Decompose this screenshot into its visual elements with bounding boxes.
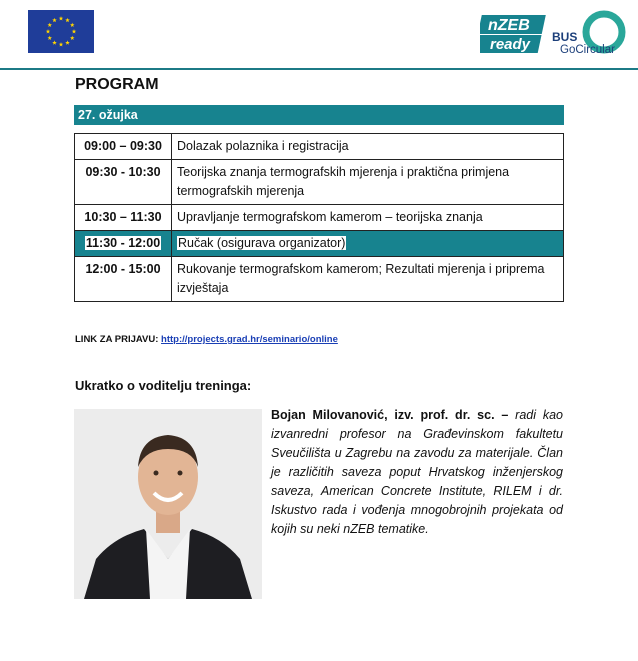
bus-gocircular-logo (552, 8, 632, 58)
schedule-table (74, 133, 564, 302)
schedule-row (75, 231, 564, 257)
schedule-activity-text: Ručak (osigurava organizator) (178, 236, 346, 250)
trainer-name: Bojan Milovanović, izv. prof. dr. sc. – (271, 408, 509, 422)
registration-link[interactable]: http://projects.grad.hr/seminario/online (161, 334, 338, 345)
nzeb-logo-text: nZEB (488, 17, 530, 34)
bus-logo-text: BUS (552, 30, 578, 44)
registration-label: LINK ZA PRIJAVU: (75, 334, 159, 345)
eu-flag-logo (28, 10, 94, 53)
header-divider (0, 68, 638, 70)
registration-link-line (75, 334, 338, 345)
schedule-activity: Upravljanje termografskom kamerom – teorijska znanja (172, 205, 564, 231)
schedule-row (75, 205, 564, 231)
schedule-activity: Teorijska znanja termografskih mjerenja i praktična primjena termografskih mjerenja (172, 160, 564, 205)
schedule-row (75, 160, 564, 205)
schedule-activity: Rukovanje termografskom kamerom; Rezultati mjerenja i priprema izvještaja (172, 257, 564, 302)
trainer-photo (74, 409, 262, 599)
schedule-activity (172, 231, 564, 257)
program-date-bar: 27. ožujka (74, 105, 564, 125)
ready-logo-text: ready (490, 36, 531, 53)
schedule-row (75, 257, 564, 302)
eu-stars-icon (28, 10, 94, 53)
program-title: PROGRAM (75, 76, 159, 93)
schedule-time: 12:00 - 15:00 (75, 257, 172, 302)
trainer-heading: Ukratko o voditelju treninga: (75, 378, 252, 393)
trainer-bio (271, 406, 563, 539)
trainer-bio-text: radi kao izvanredni profesor na Građevinskom fakultetu Sveučilišta u Zagrebu na zavodu za materijale. Član je različitih saveza poput Hrvatskog inženjerskog saveza, American Concrete Institute, RILEM i dr. Iskustvo rada i vođenja mnogobrojnih projekata od kojih su neki nZEB tematike. (271, 408, 563, 536)
schedule-row (75, 134, 564, 160)
schedule-time: 10:30 – 11:30 (75, 205, 172, 231)
schedule-time-text: 11:30 - 12:00 (85, 236, 161, 250)
schedule-time (75, 231, 172, 257)
schedule-activity: Dolazak polaznika i registracija (172, 134, 564, 160)
gocircular-logo-text: GoCircular (560, 44, 615, 56)
nzeb-ready-logo (480, 14, 548, 54)
schedule-time: 09:00 – 09:30 (75, 134, 172, 160)
schedule-time: 09:30 - 10:30 (75, 160, 172, 205)
